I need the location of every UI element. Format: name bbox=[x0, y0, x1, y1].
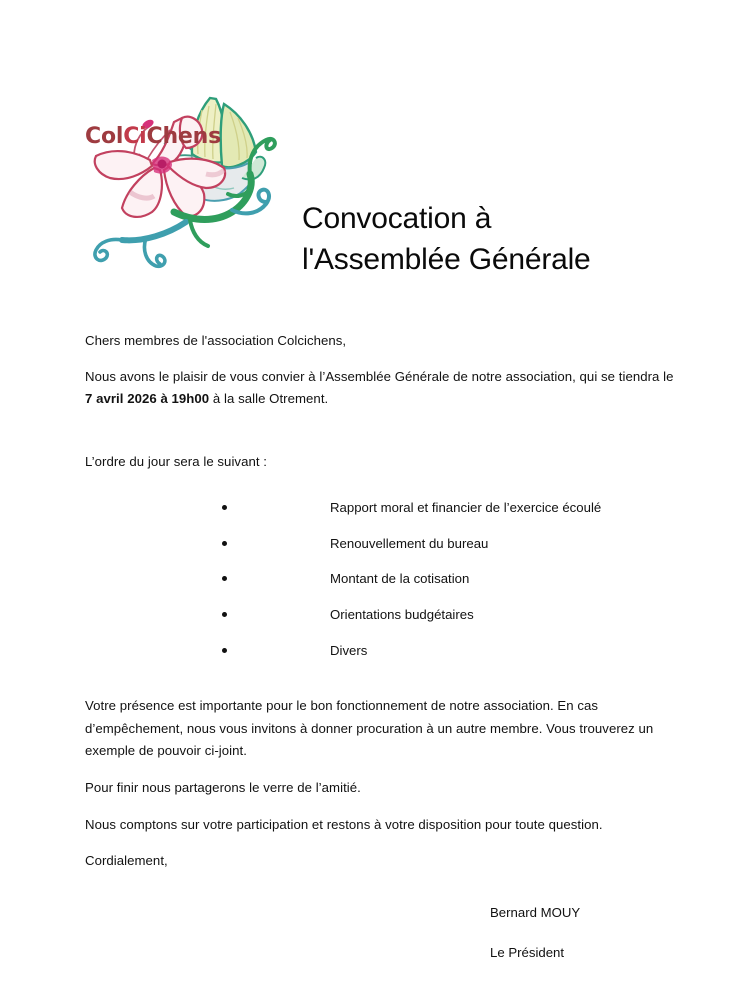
agenda-item-label: Divers bbox=[330, 643, 368, 658]
document-title-line-2: l'Assemblée Générale bbox=[302, 243, 591, 277]
bullet-icon bbox=[222, 576, 227, 581]
list-item bbox=[85, 605, 675, 625]
section-spacer bbox=[85, 425, 675, 451]
list-item bbox=[85, 641, 675, 661]
list-item bbox=[85, 498, 675, 518]
association-logo-artwork bbox=[78, 82, 293, 307]
intro-text-part-1: Nous avons le plaisir de vous convier à l’Assemblée Générale de notre association, qui se tiendra le bbox=[85, 368, 674, 384]
signature-block bbox=[85, 903, 675, 963]
document-header bbox=[0, 0, 745, 330]
closing-paragraph-3: Nous comptons sur votre participation et restons à votre disposition pour toute question. bbox=[85, 816, 603, 832]
list-item bbox=[85, 569, 675, 589]
agenda-item-label: Montant de la cotisation bbox=[330, 571, 470, 587]
bullet-icon bbox=[222, 648, 227, 653]
bullet-icon bbox=[222, 612, 227, 617]
list-item bbox=[85, 534, 675, 554]
valediction: Cordialement, bbox=[85, 853, 168, 869]
meeting-datetime: 7 avril 2026 à 19h00 bbox=[85, 391, 210, 407]
agenda-intro-paragraph: L’ordre du jour sera le suivant : bbox=[85, 454, 267, 470]
closing-paragraph-1: Votre présence est importante pour le bon fonctionnement de notre association. En cas d’empêchement, nous vous invitons à donner procuration à un autre membre. Vous trouverez un exemple de pouvoir ci-joint. bbox=[85, 697, 654, 759]
signatory-name: Bernard MOUY bbox=[490, 905, 581, 921]
closing-paragraph-2: Pour finir nous partagerons le verre de l’amitié. bbox=[85, 779, 361, 795]
intro-text-part-2: à la salle Otrement. bbox=[209, 391, 329, 407]
agenda-spacer bbox=[85, 488, 675, 498]
signatory-role: Le Président bbox=[490, 944, 565, 960]
agenda-item-label: Rapport moral et financier de l’exercice écoulé bbox=[330, 499, 602, 515]
agenda-item-label: Renouvellement du bureau bbox=[330, 535, 489, 551]
closing-spacer bbox=[85, 677, 675, 695]
document-title-line-1: Convocation à bbox=[302, 202, 492, 236]
document-body bbox=[0, 330, 745, 983]
wordmark-part-3: Chens bbox=[146, 124, 221, 149]
introduction-paragraph bbox=[85, 366, 675, 411]
bullet-icon bbox=[222, 505, 227, 510]
wordmark-part-2: Ci bbox=[123, 124, 147, 149]
wordmark-part-1: Col bbox=[85, 124, 124, 149]
association-wordmark bbox=[85, 126, 221, 148]
bullet-icon bbox=[222, 541, 227, 546]
agenda-list bbox=[85, 498, 675, 661]
agenda-item-label: Orientations budgétaires bbox=[330, 607, 474, 623]
salutation-paragraph: Chers membres de l'association Colcichens, bbox=[85, 333, 347, 348]
document-title bbox=[302, 198, 702, 280]
